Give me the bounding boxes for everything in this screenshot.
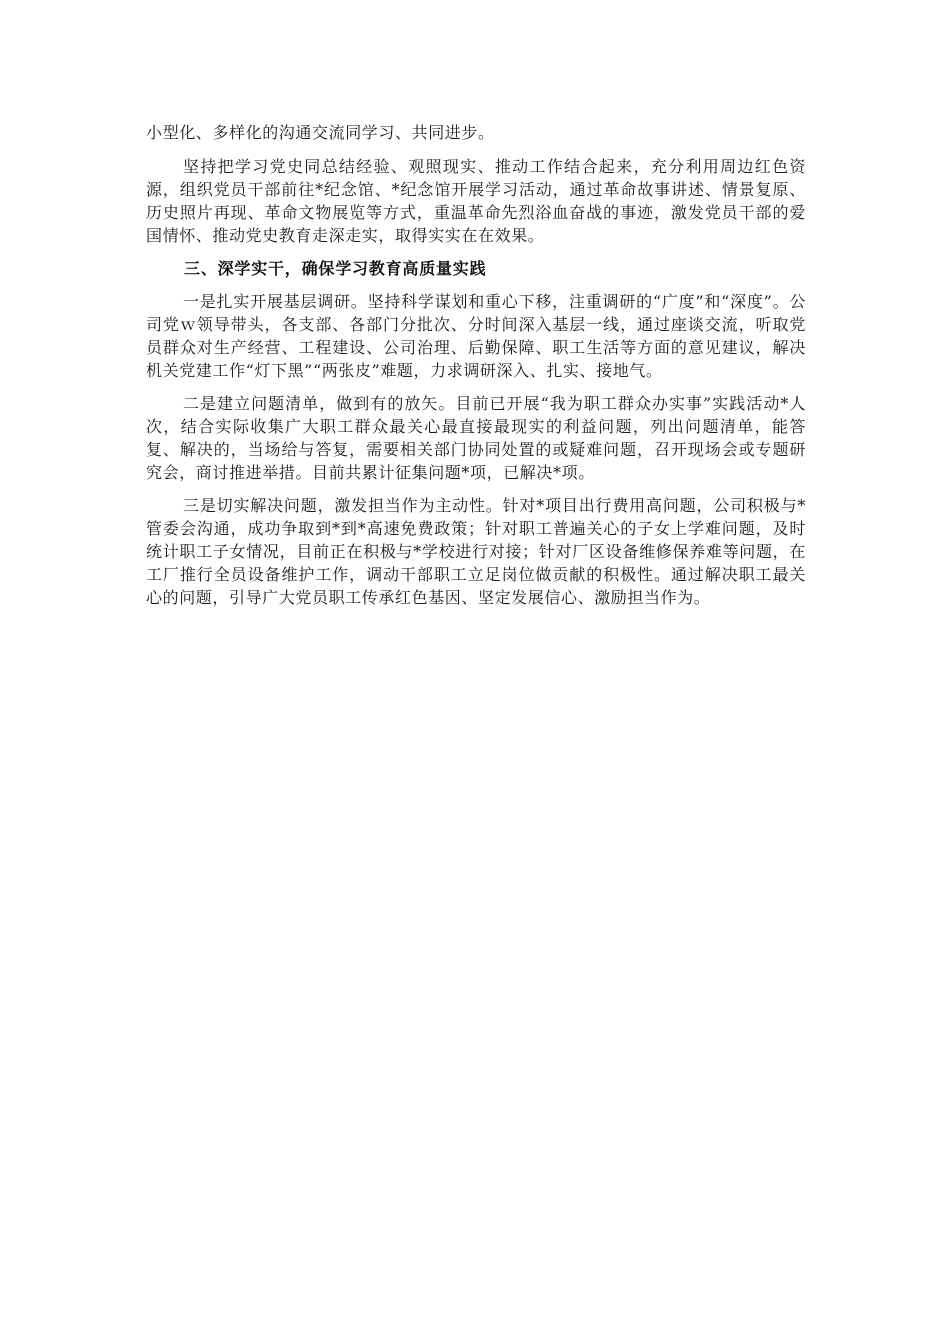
section-heading: 三、深学实干，确保学习教育高质量实践 bbox=[184, 259, 487, 278]
document-body bbox=[146, 121, 806, 619]
paragraph-continuation: 小型化、多样化的沟通交流同学习、共同进步。 bbox=[146, 123, 495, 142]
paragraph-red-resources: 坚持把学习党史同总结经验、观照现实、推动工作结合起来，充分利用周边红色资源，组织党员干部前往*纪念馆、*纪念馆开展学习活动，通过革命故事讲述、情景复原、历史照片再现、革命文物展览等方式，重温革命先烈浴血奋战的事迹，激发党员干部的爱国情怀、推动党史教育走深走实，取得实实在在效果。 bbox=[146, 157, 806, 245]
paragraph-problem-list: 二是建立问题清单，做到有的放矢。目前已开展“我为职工群众办实事”实践活动*人次，结合实际收集广大职工群众最关心最直接最现实的利益问题，列出问题清单，能答复、解决的，当场给与答复，需要相关部门协同处置的或疑难问题，召开现场会或专题研究会，商讨推进举措。目前共累计征集问题*项，已解决*项。 bbox=[146, 394, 806, 482]
paragraph-grassroots-research: 一是扎实开展基层调研。坚持科学谋划和重心下移，注重调研的“广度”和“深度”。公司党ｗ领导带头，各支部、各部门分批次、分时间深入基层一线，通过座谈交流，听取党员群众对生产经营、工程建设、公司治理、后勤保障、职工生活等方面的意见建议，解决机关党建工作“灯下黑”“两张皮”难题，力求调研深入、扎实、接地气。 bbox=[146, 292, 806, 380]
paragraph-solve-problems: 三是切实解决问题，激发担当作为主动性。针对*项目出行费用高问题，公司积极与*管委会沟通，成功争取到*到*高速免费政策；针对职工普遍关心的子女上学难问题，及时统计职工子女情况，目前正在积极与*学校进行对接；针对厂区设备维修保养难等问题，在工厂推行全员设备维护工作，调动干部职工立足岗位做贡献的积极性。通过解决职工最关心的问题，引导广大党员职工传承红色基因、坚定发展信心、激励担当作为。 bbox=[146, 496, 806, 607]
